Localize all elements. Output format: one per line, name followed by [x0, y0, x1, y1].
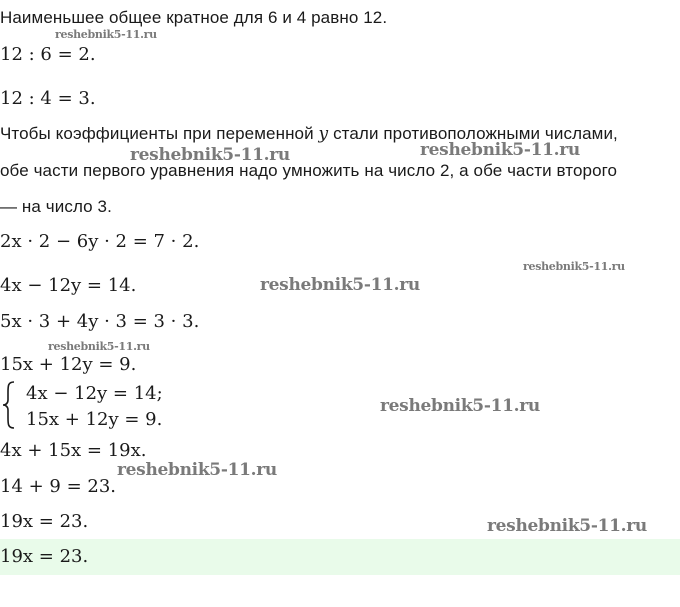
lcm-statement: Наименьшее общее кратное для 6 и 4 равно 12. — [0, 8, 388, 27]
watermark: reshebnik5-11.ru — [380, 396, 540, 416]
system-equation-2: 15x + 12y = 9. — [26, 409, 163, 430]
equation-combined: 19x = 23. — [0, 511, 89, 532]
system-equation-1: 4x − 12y = 14; — [26, 383, 163, 404]
explanation-line-3: — на число 3. — [0, 197, 112, 216]
equation-multiply-first: 2x · 2 − 6y · 2 = 7 · 2. — [0, 231, 200, 252]
explanation-text-b: стали противоположными числами, — [328, 124, 618, 143]
watermark: reshebnik5-11.ru — [48, 340, 150, 353]
answer-highlight — [0, 539, 680, 575]
watermark: reshebnik5-11.ru — [117, 460, 277, 480]
equation-sum-x: 4x + 15x = 19x. — [0, 440, 147, 461]
watermark: reshebnik5-11.ru — [523, 260, 625, 273]
explanation-text-a: Чтобы коэффициенты при переменной — [0, 124, 319, 143]
equation-multiply-second: 5x · 3 + 4y · 3 = 3 · 3. — [0, 311, 200, 332]
equation-12-div-4: 12 : 4 = 3. — [0, 88, 96, 109]
watermark: reshebnik5-11.ru — [420, 140, 580, 160]
equation-first-result: 4x − 12y = 14. — [0, 275, 137, 296]
equation-sum-constants: 14 + 9 = 23. — [0, 476, 117, 497]
watermark: reshebnik5-11.ru — [130, 145, 290, 165]
watermark: reshebnik5-11.ru — [55, 28, 157, 41]
left-brace-icon — [0, 380, 20, 430]
watermark: reshebnik5-11.ru — [487, 516, 647, 536]
watermark: reshebnik5-11.ru — [260, 275, 420, 295]
explanation-line-2: обе части первого уравнения надо умножить на число 2, а обе части второго — [0, 161, 618, 180]
equation-answer: 19x = 23. — [0, 546, 89, 567]
equation-second-result: 15x + 12y = 9. — [0, 354, 137, 375]
variable-y: y — [318, 124, 329, 144]
equation-12-div-6: 12 : 6 = 2. — [0, 44, 96, 65]
